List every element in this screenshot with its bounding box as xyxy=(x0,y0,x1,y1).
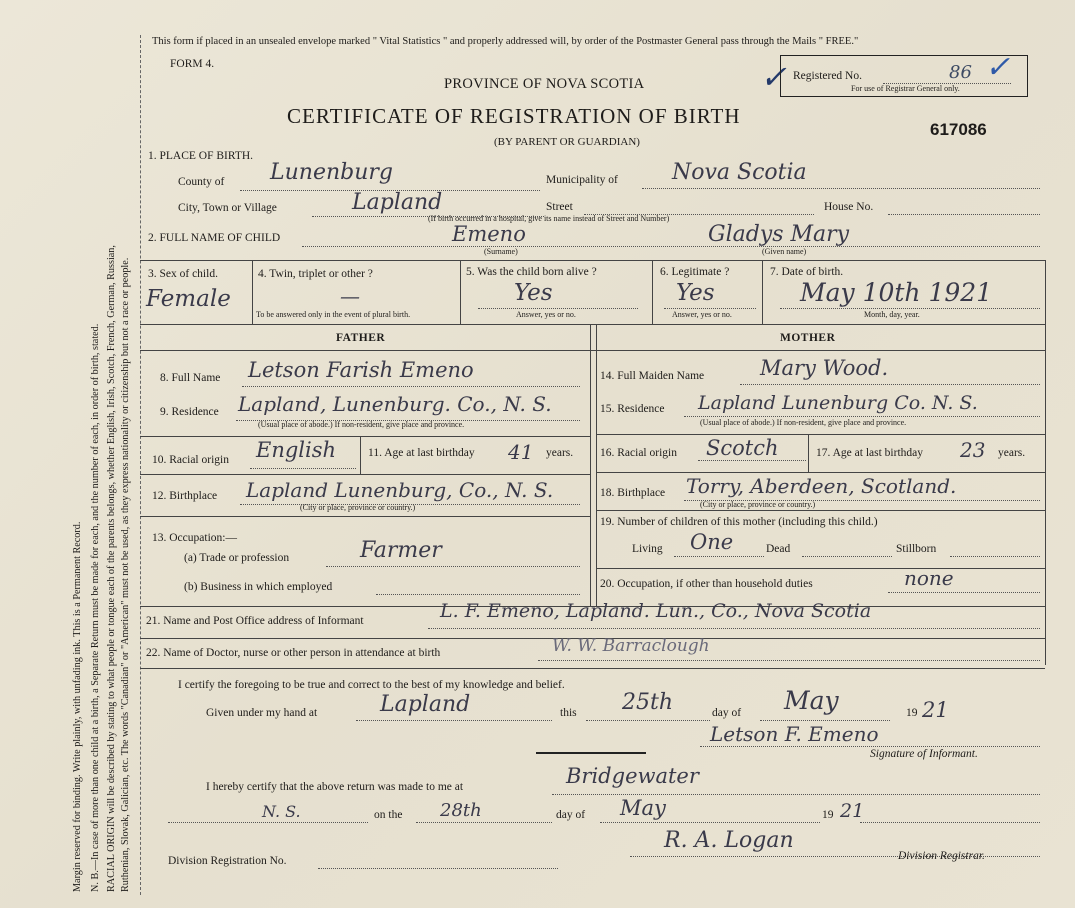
surname-note: (Surname) xyxy=(484,247,518,256)
mother-birthplace-label: 18. Birthplace xyxy=(600,487,666,499)
return-year-value: 21 xyxy=(840,800,865,822)
father-birthplace-value: Lapland Lunenburg, Co., N. S. xyxy=(246,478,554,502)
child-name-label: 2. FULL NAME OF CHILD xyxy=(148,232,281,244)
doctor-value: W. W. Barraclough xyxy=(552,636,710,656)
born-alive-label: 5. Was the child born alive ? xyxy=(466,266,597,278)
return-place-value: Bridgewater xyxy=(566,764,699,788)
registered-value: 86 xyxy=(949,62,972,83)
mother-residence-label: 15. Residence xyxy=(600,403,665,415)
date-of-birth-value: May 10th 1921 xyxy=(800,278,993,307)
province-heading: PROVINCE OF NOVA SCOTIA xyxy=(444,76,645,92)
form-number: FORM 4. xyxy=(170,58,215,70)
father-age-value: 41 xyxy=(508,440,534,464)
year-prefix: 19 xyxy=(906,707,918,719)
this-label: this xyxy=(560,707,577,719)
registrar-signature: R. A. Logan xyxy=(664,828,794,853)
father-years-label: years. xyxy=(546,447,574,459)
informant-signature: Letson F. Emeno xyxy=(710,722,879,746)
father-name-value: Letson Farish Emeno xyxy=(248,358,474,382)
informant-place-value: Lapland xyxy=(380,692,471,717)
living-label: Living xyxy=(632,543,663,555)
given-under-label: Given under my hand at xyxy=(206,707,318,719)
return-day-value: 28th xyxy=(440,800,482,821)
children-count-label: 19. Number of children of this mother (including this child.) xyxy=(600,516,878,528)
county-label: County of xyxy=(178,176,225,188)
street-label: Street xyxy=(546,201,573,213)
municipality-label: Municipality of xyxy=(546,174,618,186)
place-of-birth-label: 1. PLACE OF BIRTH. xyxy=(148,150,254,162)
twin-value: — xyxy=(340,284,360,308)
certificate-subtitle: (BY PARENT OR GUARDIAN) xyxy=(494,136,640,148)
mail-notice: This form if placed in an unsealed envelope marked " Vital Statistics " and properly addressed will, by order of the Postmaster General pass through the Mails " FREE." xyxy=(152,36,859,47)
father-name-label: 8. Full Name xyxy=(160,372,221,384)
trade-value: Farmer xyxy=(360,538,442,563)
informant-value: L. F. Emeno, Lapland. Lun., Co., Nova Scotia xyxy=(440,600,872,622)
binding-fold-line xyxy=(140,35,141,895)
registrar-note: For use of Registrar General only. xyxy=(851,84,960,93)
registered-label: Registered No. xyxy=(793,70,862,82)
sex-label: 3. Sex of child. xyxy=(148,268,218,280)
margin-note-1: Margin reserved for binding. Write plainly, with unfading ink. This is a Permanent Record. xyxy=(72,521,83,892)
binding-margin xyxy=(0,0,138,908)
father-birthplace-note: (City or place, province or country.) xyxy=(300,503,416,512)
informant-month-value: May xyxy=(784,686,839,715)
informant-day-value: 25th xyxy=(622,690,674,715)
mother-name-label: 14. Full Maiden Name xyxy=(600,370,705,382)
mother-name-value: Mary Wood. xyxy=(760,356,889,380)
father-race-value: English xyxy=(256,438,337,462)
father-heading: FATHER xyxy=(336,332,386,344)
county-value: Lunenburg xyxy=(270,160,393,185)
mother-residence-note: (Usual place of abode.) If non-resident, give place and province. xyxy=(700,418,907,427)
blue-check-icon: ✓ xyxy=(985,51,1011,84)
informant-year-value: 21 xyxy=(922,698,949,722)
born-alive-value: Yes xyxy=(514,280,553,306)
born-alive-note: Answer, yes or no. xyxy=(516,310,576,319)
house-no-label: House No. xyxy=(824,201,874,213)
child-surname: Emeno xyxy=(452,222,526,246)
mother-age-value: 23 xyxy=(960,438,986,462)
province-abbrev: N. S. xyxy=(262,802,301,821)
legitimate-label: 6. Legitimate ? xyxy=(660,266,730,278)
legitimate-value: Yes xyxy=(676,280,715,306)
return-day-of-label: day of xyxy=(556,809,586,821)
mother-race-value: Scotch xyxy=(706,436,779,460)
municipality-value: Nova Scotia xyxy=(672,160,807,185)
informant-label: 21. Name and Post Office address of Informant xyxy=(146,615,364,627)
dead-label: Dead xyxy=(766,543,791,555)
mother-birthplace-value: Torry, Aberdeen, Scotland. xyxy=(686,474,957,498)
city-value: Lapland xyxy=(352,190,443,215)
living-value: One xyxy=(690,530,734,554)
father-age-label: 11. Age at last birthday xyxy=(368,447,475,459)
day-of-label: day of xyxy=(712,707,742,719)
mother-occupation-value: none xyxy=(904,566,954,590)
mother-age-label: 17. Age at last birthday xyxy=(816,447,923,459)
serial-number: 617086 xyxy=(930,120,987,139)
father-race-label: 10. Racial origin xyxy=(152,454,229,466)
return-month-value: May xyxy=(620,796,666,820)
return-year-prefix: 19 xyxy=(822,809,834,821)
signature-caption: Signature of Informant. xyxy=(870,748,978,760)
margin-note-3: RACIAL ORIGIN will be described by stating to what people or tongue each of the parents belongs, whether English, Irish, Scotch, French, German, Russian, xyxy=(106,245,117,892)
date-of-birth-label: 7. Date of birth. xyxy=(770,266,844,278)
check-mark-icon: ✓ xyxy=(760,59,787,95)
margin-note-2: N. B.—In case of more than one child at a birth, a Separate Return must be made for each, and the number of each, in order of birth, stated. xyxy=(90,323,101,892)
business-label: (b) Business in which employed xyxy=(184,581,333,593)
date-of-birth-note: Month, day, year. xyxy=(864,310,920,319)
father-residence-note: (Usual place of abode.) If non-resident, give place and province. xyxy=(258,420,465,429)
division-registrar-caption: Division Registrar. xyxy=(898,850,985,862)
hospital-note: (If birth occurred in a hospital, give its name instead of Street and Number) xyxy=(428,214,670,223)
sex-value: Female xyxy=(146,286,231,312)
legitimate-note: Answer, yes or no. xyxy=(672,310,732,319)
doctor-label: 22. Name of Doctor, nurse or other person in attendance at birth xyxy=(146,647,441,659)
mother-heading: MOTHER xyxy=(780,332,836,344)
mother-years-label: years. xyxy=(998,447,1026,459)
twin-label: 4. Twin, triplet or other ? xyxy=(258,268,373,280)
city-label: City, Town or Village xyxy=(178,202,277,214)
father-residence-value: Lapland, Lunenburg. Co., N. S. xyxy=(238,392,552,416)
margin-note-4: Ruthenian, Slovak, Galician, etc. The words "Canadian" or "American" must not be used, as they express nationality or citizenship but not a race or people. xyxy=(120,257,131,892)
father-residence-label: 9. Residence xyxy=(160,406,219,418)
stillborn-label: Stillborn xyxy=(896,543,937,555)
mother-occupation-label: 20. Occupation, if other than household duties xyxy=(600,578,813,590)
father-birthplace-label: 12. Birthplace xyxy=(152,490,218,502)
return-label: I hereby certify that the above return was made to me at xyxy=(206,781,464,793)
given-name-note: (Given name) xyxy=(762,247,807,256)
mother-birthplace-note: (City or place, province or country.) xyxy=(700,500,816,509)
child-given-name: Gladys Mary xyxy=(708,222,850,247)
mother-race-label: 16. Racial origin xyxy=(600,447,677,459)
certify-statement: I certify the foregoing to be true and correct to the best of my knowledge and belief. xyxy=(178,679,565,691)
twin-note: To be answered only in the event of plural birth. xyxy=(256,310,411,319)
certificate-title: CERTIFICATE OF REGISTRATION OF BIRTH xyxy=(287,104,741,128)
division-registration-label: Division Registration No. xyxy=(168,855,287,867)
on-the-label: on the xyxy=(374,809,403,821)
father-occupation-label: 13. Occupation:— xyxy=(152,532,237,544)
mother-residence-value: Lapland Lunenburg Co. N. S. xyxy=(698,392,978,414)
trade-label: (a) Trade or profession xyxy=(184,552,290,564)
